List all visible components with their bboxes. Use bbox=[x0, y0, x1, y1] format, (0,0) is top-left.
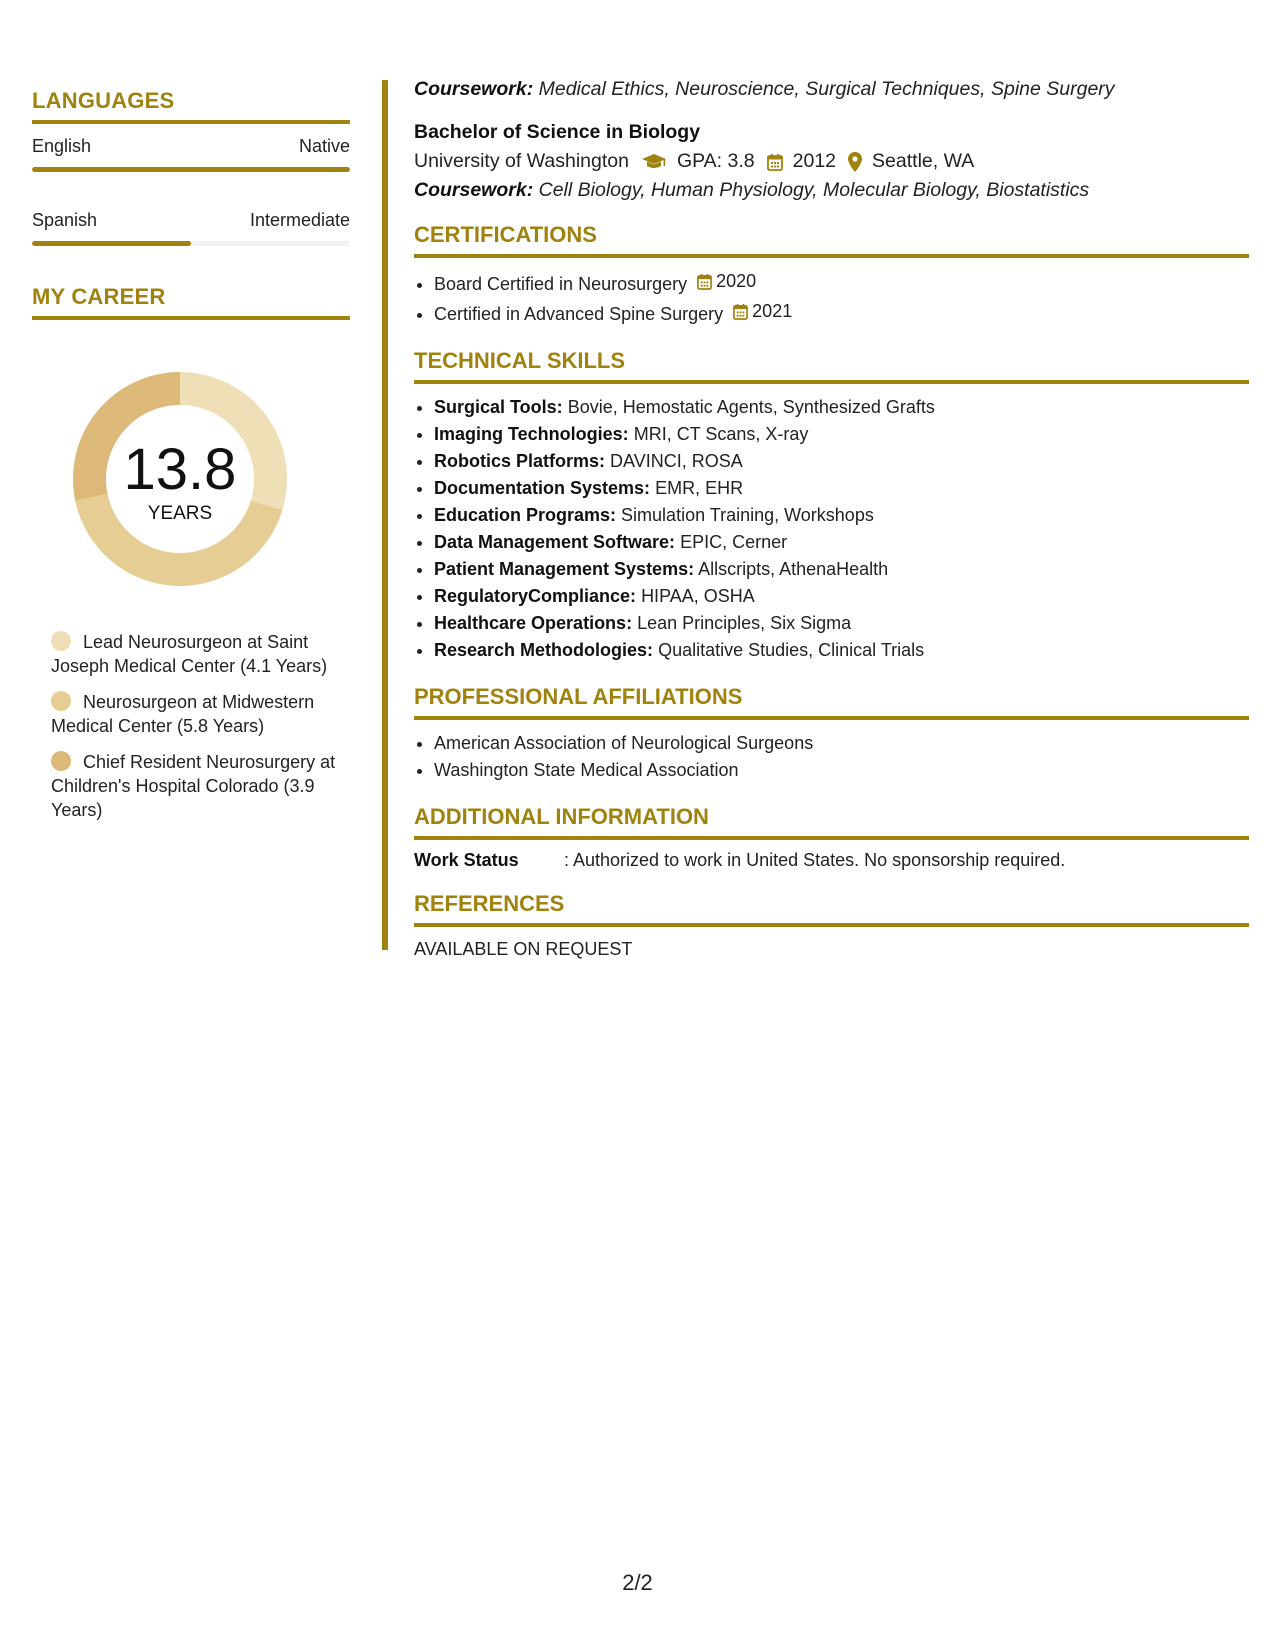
skill-item bbox=[434, 637, 1249, 664]
certifications-section bbox=[414, 222, 1249, 328]
languages-title: LANGUAGES bbox=[32, 88, 350, 124]
skill-label: Imaging Technologies: bbox=[434, 424, 629, 444]
skill-item bbox=[434, 502, 1249, 529]
affiliation-item: • Washington State Medical Association bbox=[434, 757, 1249, 784]
skill-label: Patient Management Systems: bbox=[434, 559, 695, 579]
references-title: REFERENCES bbox=[414, 891, 1249, 927]
legend-dot bbox=[51, 751, 71, 771]
left-column bbox=[32, 88, 350, 834]
affiliations-list bbox=[414, 730, 1249, 784]
gpa: GPA: 3.8 bbox=[676, 150, 755, 172]
skill-item bbox=[434, 394, 1249, 421]
additional-section bbox=[414, 804, 1249, 871]
certification-name: Board Certified in Neurosurgery bbox=[434, 274, 688, 294]
skill-item bbox=[434, 556, 1249, 583]
career-total-unit: YEARS bbox=[147, 503, 213, 524]
skill-label: Research Methodologies: bbox=[434, 640, 654, 660]
skill-item bbox=[434, 421, 1249, 448]
skill-label: Robotics Platforms: bbox=[434, 451, 606, 471]
skill-item bbox=[434, 529, 1249, 556]
graduation-cap-icon bbox=[641, 153, 667, 171]
references-text: AVAILABLE ON REQUEST bbox=[414, 939, 633, 959]
language-proficiency-bar bbox=[32, 167, 350, 172]
skill-item bbox=[434, 475, 1249, 502]
coursework-value: Cell Biology, Human Physiology, Molecular Biology, Biostatistics bbox=[538, 179, 1090, 201]
graduation-year: 2012 bbox=[792, 150, 837, 172]
language-level: Intermediate bbox=[249, 210, 350, 230]
coursework-value: Medical Ethics, Neuroscience, Surgical Techniques, Spine Surgery bbox=[538, 78, 1115, 100]
certification-name: Certified in Advanced Spine Surgery bbox=[434, 304, 724, 324]
education-location: Seattle, WA bbox=[872, 150, 975, 172]
certifications-list bbox=[414, 268, 1249, 328]
affiliation-item: • American Association of Neurological Surgeons bbox=[434, 730, 1249, 757]
language-item bbox=[32, 210, 350, 246]
calendar-icon bbox=[697, 273, 712, 290]
skill-value: Simulation Training, Workshops bbox=[621, 505, 874, 525]
skill-value: EMR, EHR bbox=[655, 478, 744, 498]
career-total-value: 13.8 bbox=[123, 437, 237, 502]
career-title: MY CAREER bbox=[32, 284, 350, 320]
school-name: University of Washington bbox=[414, 150, 629, 172]
language-level: Native bbox=[298, 136, 350, 156]
skill-label: RegulatoryCompliance: bbox=[434, 586, 637, 606]
legend-label: Chief Resident Neurosurgery at Children's Hospital Colorado (3.9 Years) bbox=[51, 752, 336, 820]
donut-center bbox=[65, 364, 295, 594]
legend-item bbox=[51, 690, 336, 738]
skill-value: DAVINCI, ROSA bbox=[610, 451, 743, 471]
additional-title: ADDITIONAL INFORMATION bbox=[414, 804, 1249, 840]
language-name: Spanish bbox=[32, 210, 98, 230]
certification-year: 2021 bbox=[752, 301, 793, 321]
skill-label: Data Management Software: bbox=[434, 532, 676, 552]
language-proficiency-bar bbox=[32, 241, 350, 246]
skill-value: Lean Principles, Six Sigma bbox=[637, 613, 852, 633]
affiliations-section bbox=[414, 684, 1249, 784]
language-item bbox=[32, 136, 350, 172]
skill-value: Allscripts, AthenaHealth bbox=[698, 559, 889, 579]
affiliations-title: PROFESSIONAL AFFILIATIONS bbox=[414, 684, 1249, 720]
degree-title: Bachelor of Science in Biology bbox=[414, 121, 701, 143]
career-legend bbox=[32, 630, 350, 822]
coursework-label: Coursework: bbox=[414, 179, 534, 201]
skill-value: Qualitative Studies, Clinical Trials bbox=[658, 640, 925, 660]
skill-item bbox=[434, 448, 1249, 475]
legend-item bbox=[51, 750, 336, 822]
skills-title: TECHNICAL SKILLS bbox=[414, 348, 1249, 384]
coursework-label: Coursework: bbox=[414, 78, 534, 100]
skill-item bbox=[434, 610, 1249, 637]
skills-section bbox=[414, 348, 1249, 664]
certifications-title: CERTIFICATIONS bbox=[414, 222, 1249, 258]
language-proficiency-fill bbox=[32, 167, 350, 172]
education-meta bbox=[414, 150, 1249, 173]
skills-list bbox=[414, 394, 1249, 664]
legend-dot bbox=[51, 691, 71, 711]
legend-label: Lead Neurosurgeon at Saint Joseph Medical Center (4.1 Years) bbox=[51, 632, 328, 676]
languages-list bbox=[32, 136, 350, 246]
skill-label: Education Programs: bbox=[434, 505, 617, 525]
legend-item bbox=[51, 630, 336, 678]
coursework-line bbox=[414, 179, 1249, 202]
certification-item bbox=[434, 298, 1249, 328]
skill-label: Documentation Systems: bbox=[434, 478, 651, 498]
language-proficiency-fill bbox=[32, 241, 191, 246]
right-column bbox=[414, 78, 1249, 960]
skill-value: EPIC, Cerner bbox=[680, 532, 788, 552]
certification-item bbox=[434, 268, 1249, 298]
work-status-row bbox=[414, 850, 1249, 871]
skill-item bbox=[434, 583, 1249, 610]
legend-dot bbox=[51, 631, 71, 651]
coursework-line bbox=[414, 78, 1249, 101]
calendar-icon bbox=[767, 153, 783, 171]
certification-year: 2020 bbox=[716, 271, 757, 291]
work-status-value: : Authorized to work in United States. No sponsorship required. bbox=[564, 850, 1066, 870]
column-divider bbox=[382, 80, 388, 950]
skill-label: Surgical Tools: bbox=[434, 397, 563, 417]
location-pin-icon bbox=[848, 152, 862, 172]
language-name: English bbox=[32, 136, 92, 156]
skill-value: Bovie, Hemostatic Agents, Synthesized Grafts bbox=[567, 397, 935, 417]
skill-label: Healthcare Operations: bbox=[434, 613, 633, 633]
legend-label: Neurosurgeon at Midwestern Medical Center (5.8 Years) bbox=[51, 692, 315, 736]
skill-value: MRI, CT Scans, X-ray bbox=[633, 424, 809, 444]
calendar-icon bbox=[733, 303, 748, 320]
skill-value: HIPAA, OSHA bbox=[641, 586, 755, 606]
page-number: 2/2 bbox=[622, 1570, 653, 1595]
work-status-label: Work Status bbox=[414, 850, 519, 870]
career-donut-chart bbox=[65, 364, 295, 594]
references-section bbox=[414, 891, 1249, 960]
